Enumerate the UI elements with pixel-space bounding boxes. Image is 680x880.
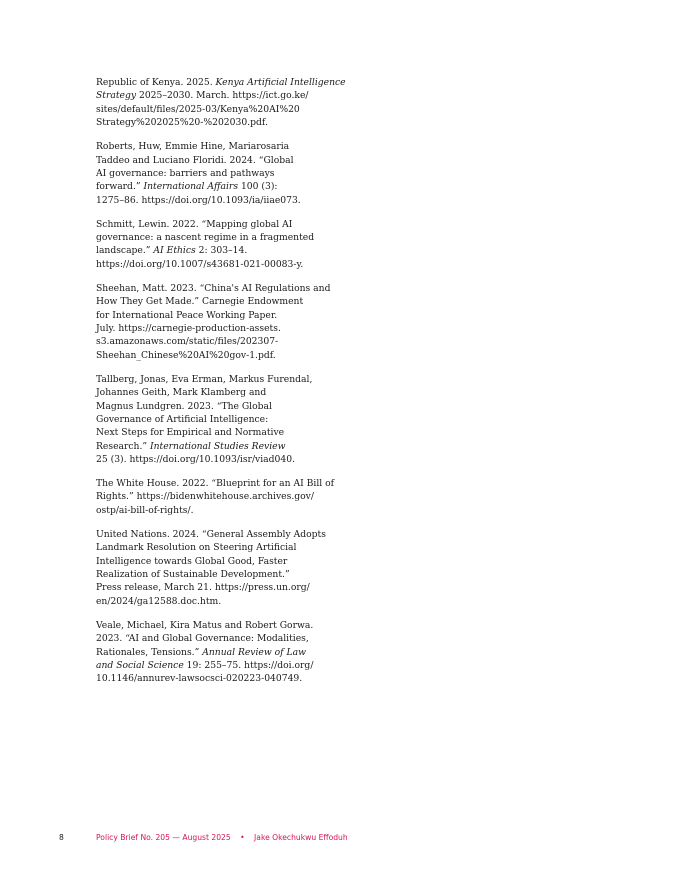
reference-line <box>96 659 336 672</box>
reference-entry <box>96 282 336 362</box>
reference-text: governance: a nascent regime in a fragmented <box>96 232 315 244</box>
reference-text: 19: 255–75. https://doi.org/ <box>183 659 314 671</box>
reference-text: Johannes Geith, Mark Klamberg and <box>96 387 267 399</box>
reference-text: AI governance: barriers and pathways <box>96 167 275 179</box>
reference-line <box>96 568 336 581</box>
reference-line <box>96 453 336 466</box>
reference-line <box>96 167 336 180</box>
reference-line <box>96 335 336 348</box>
reference-line <box>96 555 336 568</box>
reference-italic-text: Annual Review of Law <box>202 646 306 658</box>
reference-text: en/2024/ga12588.doc.htm. <box>96 595 222 607</box>
reference-line <box>96 632 336 645</box>
reference-line <box>96 231 336 244</box>
reference-entry <box>96 140 336 207</box>
reference-text: Magnus Lundgren. 2023. “The Global <box>96 400 272 412</box>
reference-list <box>96 76 346 696</box>
reference-text: https://doi.org/10.1007/s43681-021-00083-y. <box>96 258 304 270</box>
reference-line <box>96 140 336 153</box>
reference-text: 2023. “AI and Global Governance: Modalities, <box>96 633 309 645</box>
reference-line <box>96 103 336 116</box>
reference-entry <box>96 218 336 272</box>
reference-text: Realization of Sustainable Development.” <box>96 569 290 580</box>
reference-line <box>96 154 336 167</box>
reference-line <box>96 477 336 490</box>
reference-text: 1275–86. https://doi.org/10.1093/ia/iiae073. <box>96 194 301 206</box>
reference-text: Sheehan, Matt. 2023. “China's AI Regulations and <box>96 282 331 294</box>
reference-text: How They Get Made.” Carnegie Endowment <box>96 296 304 308</box>
page-footer <box>0 832 680 844</box>
reference-line <box>96 440 336 453</box>
reference-line <box>96 194 336 207</box>
reference-text: 2: 303–14. <box>195 245 248 257</box>
reference-italic-text: Strategy <box>96 90 137 102</box>
reference-entry <box>96 76 346 130</box>
reference-line <box>96 646 336 659</box>
reference-line <box>96 619 336 632</box>
reference-line <box>96 400 336 413</box>
reference-italic-text: International Studies Review <box>149 440 286 452</box>
reference-line <box>96 218 336 231</box>
reference-text: 100 (3): <box>238 181 278 193</box>
reference-text: Press release, March 21. https://press.un.org/ <box>96 582 310 594</box>
page-number: 8 <box>59 833 64 842</box>
reference-text: Governance of Artificial Intelligence: <box>96 413 269 425</box>
reference-line <box>96 426 336 439</box>
footer-author: Jake Okechukwu Effoduh <box>254 833 348 842</box>
reference-text: Taddeo and Luciano Floridi. 2024. “Global <box>96 154 294 166</box>
reference-line <box>96 76 346 89</box>
reference-text: s3.amazonaws.com/static/files/202307- <box>96 336 279 348</box>
reference-text: Sheehan_Chinese%20AI%20gov-1.pdf. <box>96 349 276 361</box>
reference-line <box>96 581 336 594</box>
footer-publication: Policy Brief No. 205 — August 2025 <box>96 833 231 842</box>
reference-text: Republic of Kenya. 2025. <box>96 77 216 88</box>
reference-line <box>96 258 336 271</box>
reference-entry <box>96 373 336 467</box>
reference-entry <box>96 477 336 517</box>
reference-text: Landmark Resolution on Steering Artificial <box>96 542 297 554</box>
reference-text: Schmitt, Lewin. 2022. “Mapping global AI <box>96 218 293 230</box>
reference-text: United Nations. 2024. “General Assembly Adopts <box>96 528 326 540</box>
reference-italic-text: and Social Science <box>96 659 184 671</box>
reference-line <box>96 373 336 386</box>
reference-line <box>96 541 336 554</box>
reference-text: landscape.” <box>96 245 154 257</box>
reference-text: sites/default/files/2025-03/Kenya%20AI%20 <box>96 103 300 115</box>
reference-line <box>96 322 336 335</box>
reference-text: Rationales, Tensions.” <box>96 646 203 658</box>
reference-line <box>96 528 336 541</box>
reference-line <box>96 244 336 257</box>
reference-text: Veale, Michael, Kira Matus and Robert Gorwa. <box>96 619 314 631</box>
reference-line <box>96 116 336 129</box>
reference-text: Tallberg, Jonas, Eva Erman, Markus Furendal, <box>96 373 313 385</box>
reference-line <box>96 180 336 193</box>
reference-text: Intelligence towards Global Good, Faster <box>96 555 288 567</box>
reference-text: Rights.” https://bidenwhitehouse.archives.gov/ <box>96 491 314 503</box>
reference-entry <box>96 619 336 686</box>
reference-italic-text: Kenya Artificial Intelligence <box>215 77 346 88</box>
reference-text: Research.” <box>96 440 150 452</box>
reference-text: 25 (3). https://doi.org/10.1093/isr/viad040. <box>96 454 295 466</box>
footer-citation <box>96 832 348 844</box>
reference-line <box>96 295 336 308</box>
reference-text: Roberts, Huw, Emmie Hine, Mariarosaria <box>96 141 290 153</box>
reference-line <box>96 413 336 426</box>
reference-entry <box>96 528 336 608</box>
reference-text: 2025–2030. March. https://ict.go.ke/ <box>136 90 309 102</box>
reference-italic-text: AI Ethics <box>153 245 196 257</box>
reference-line <box>96 386 336 399</box>
reference-text: forward.” <box>96 181 144 193</box>
reference-line <box>96 504 336 517</box>
reference-line <box>96 89 336 102</box>
reference-text: July. https://carnegie-production-assets. <box>96 323 281 334</box>
reference-line <box>96 490 336 503</box>
footer-separator: • <box>240 833 245 842</box>
reference-text: for International Peace Working Paper. <box>96 309 278 321</box>
reference-line <box>96 349 336 362</box>
reference-text: 10.1146/annurev-lawsocsci-020223-040749. <box>96 673 303 685</box>
reference-line <box>96 672 336 685</box>
reference-text: The White House. 2022. “Blueprint for an AI Bill of <box>96 478 335 490</box>
reference-text: ostp/ai-bill-of-rights/. <box>96 504 194 516</box>
reference-line <box>96 309 336 322</box>
reference-italic-text: International Affairs <box>143 181 239 193</box>
reference-text: Next Steps for Empirical and Normative <box>96 427 285 439</box>
reference-line <box>96 282 336 295</box>
reference-line <box>96 595 336 608</box>
reference-text: Strategy%202025%20-%202030.pdf. <box>96 117 268 129</box>
